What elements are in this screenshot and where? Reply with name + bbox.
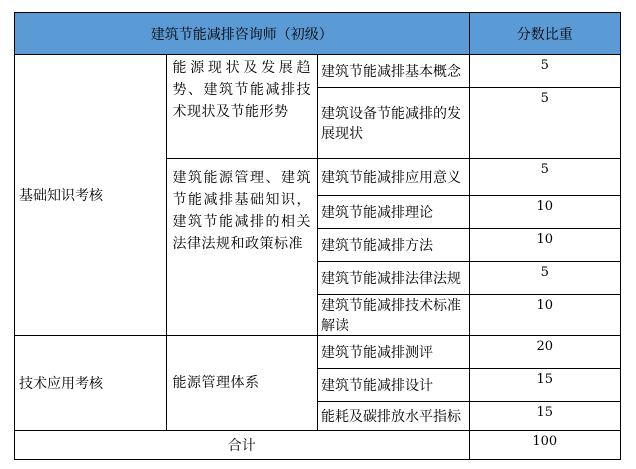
- weight-cell: 5: [469, 55, 621, 88]
- topic-cell: 建筑节能减排方法: [318, 229, 470, 262]
- weight-cell: 5: [469, 159, 621, 196]
- total-row: [15, 431, 621, 460]
- topic-cell: 能耗及碳排放水平指标: [318, 402, 470, 431]
- topic-cell: 建筑节能减排测评: [318, 336, 470, 369]
- weight-cell: 5: [469, 88, 621, 159]
- section-label: 基础知识考核: [15, 55, 167, 336]
- topic-cell: 建筑节能减排法律法规: [318, 262, 470, 295]
- topic-cell: 建筑节能减排基本概念: [318, 55, 470, 88]
- total-weight: 100: [469, 431, 621, 460]
- weight-cell: 10: [469, 196, 621, 229]
- table-row: [15, 336, 621, 369]
- topic-cell: 建筑节能减排应用意义: [318, 159, 470, 196]
- weight-cell: 10: [469, 295, 621, 336]
- header-row: [15, 13, 621, 55]
- weight-cell: 15: [469, 402, 621, 431]
- weight-cell: 20: [469, 336, 621, 369]
- topic-cell: 建筑节能减排理论: [318, 196, 470, 229]
- group-label: 能源现状及发展趋势、建筑节能减排技术现状及节能形势: [166, 55, 318, 159]
- score-weight-table: [14, 12, 621, 460]
- weight-cell: 5: [469, 262, 621, 295]
- topic-cell: 建筑设备节能减排的发展现状: [318, 88, 470, 159]
- weight-cell: 10: [469, 229, 621, 262]
- topic-cell: 建筑节能减排技术标准解读: [318, 295, 470, 336]
- group-label: 能源管理体系: [166, 336, 318, 431]
- topic-cell: 建筑节能减排设计: [318, 369, 470, 402]
- header-weight: 分数比重: [469, 13, 621, 55]
- total-label: 合计: [15, 431, 470, 460]
- header-title: 建筑节能减排咨询师（初级）: [15, 13, 470, 55]
- group-label: 建筑能源管理、建筑节能减排基础知识，建筑节能减排的相关法律法规和政策标准: [166, 159, 318, 336]
- weight-cell: 15: [469, 369, 621, 402]
- table-row: [15, 55, 621, 88]
- table-container: [14, 12, 621, 460]
- section-label: 技术应用考核: [15, 336, 167, 431]
